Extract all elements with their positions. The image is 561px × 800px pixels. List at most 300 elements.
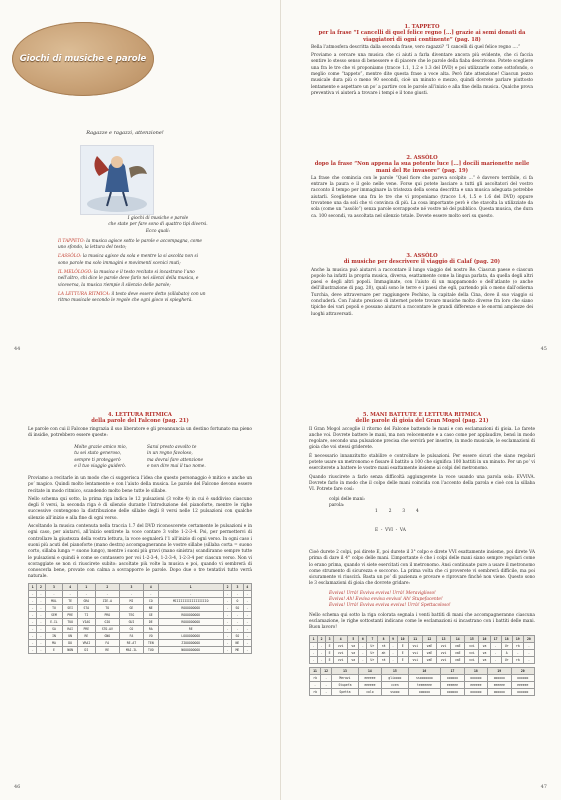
table-cell: - (359, 649, 367, 656)
section-subtitle: di musiche per descrivere il viaggio di Calaf (pag. 20) (343, 259, 501, 266)
table-cell: GRA (77, 597, 95, 604)
table-cell: 8 (378, 635, 389, 642)
illustration-figure-icon (81, 146, 153, 214)
table-cell: VIAG (77, 618, 95, 625)
table-cell: RE (158, 625, 223, 632)
table-cell: vaE (451, 649, 465, 656)
table-cell: va (348, 656, 359, 663)
table-cell: LOOOOOOOOO (158, 632, 223, 639)
table-cell: - (232, 625, 243, 632)
table-cell: 15 (465, 635, 479, 642)
table-cell: 3 (45, 583, 63, 590)
table-cell: rà (512, 656, 523, 663)
table-cell: vvi (437, 656, 451, 663)
table-cell: MI (119, 597, 143, 604)
table-cell: - (243, 646, 251, 653)
table-cell: RE-AT (119, 639, 143, 646)
table-cell: DI (77, 646, 95, 653)
table-cell: 12 (321, 667, 332, 674)
table-cell: - (389, 642, 397, 649)
table-cell: TE (63, 597, 78, 604)
table-cell: vvi (334, 656, 348, 663)
table-cell: TO (95, 604, 119, 611)
table-cell: ssooooooo (408, 674, 441, 681)
table-cell: - (158, 590, 223, 597)
table-cell: rà (378, 656, 389, 663)
table-cell: 2 (318, 635, 326, 642)
table-cell: STO-AV (95, 625, 119, 632)
page-number: 44 (14, 346, 21, 352)
table-row (310, 688, 535, 695)
paragraph: Proviamo a recitarle in un modo che ci suggerisca l’idea che questo personaggio è mitico e anche un po’ magico. Quindi molto lentamente e con l’aiuto della musica. Le parole del Falcone devono essere recitate in modo ritmico, scandendo molto bene tutte le sillabe. (28, 476, 252, 494)
table-cell: TEN (143, 639, 158, 646)
illustration (80, 145, 154, 215)
paragraph: Quando riuscirete a farlo senza difficoltà aggiungerete la voce usando una parola sola: EVVIVA. Dovrete farlo in modo che il colpo delle mani coincida con l’accento della parola e cioè con la sillaba VI. Potrete fare così: (309, 474, 535, 493)
table-cell: CO (143, 597, 158, 604)
bottom-spread (0, 400, 561, 800)
table-cell: 20 (523, 635, 534, 642)
table-cell: VO (143, 632, 158, 639)
table-cell: - (223, 646, 231, 653)
table-cell: colo (358, 688, 381, 695)
table-cell: MOL (45, 597, 63, 604)
table-cell: RAI (63, 625, 78, 632)
table-cell: va (479, 642, 490, 649)
table-cell: 14 (358, 667, 381, 674)
table-cell: - (29, 618, 37, 625)
paragraph: Ascoltando la musica contenuta nella traccia 1.7 del DVD riconoscerete certamente le pulsazioni e in ogni caso, per aiutarvi, all’inizio sentirete la voce contare 3 volte 1-2-3-4. Poi, per permettervi di controllare la giustezza della vostra lettura, la voce segnalerà l’1 all’inizio di ogni verso. In ogni caso i suoni più acuti del pianoforte (mano destra) accompagneranno le vostre sillabe (sillaba corta = suono corto, sillaba lunga = suono lungo), mentre i suoni più gravi (mano sinistra) scandiranno sempre tutte le pulsazioni e quindi è come se contassero per voi 1-2-3-4, 1-2-3-4, 1-2-3-4 per ciascun verso. Non vi scoraggiate se non ci riuscirete subito: ascoltate più volte la musica e poi, quando vi sembrerà di conoscerla bene, provate con calma a sovrapporre le parole. Dopo due o tre tentativi tutto verrà naturale. (28, 524, 252, 580)
table-row (29, 611, 252, 618)
table-cell: MA (45, 639, 63, 646)
table-cell: ROOOOOOOOO (158, 618, 223, 625)
table-cell: E (397, 642, 408, 649)
scheme-labels: colpi delle mani: parola: (329, 496, 366, 508)
table-cell: 19 (512, 635, 523, 642)
table-row (29, 646, 252, 653)
table-cell: va (348, 649, 359, 656)
table-cell: vvi (408, 656, 422, 663)
table-cell: - (243, 604, 251, 611)
table-cell: 19 (488, 667, 511, 674)
table-cell: 4 (143, 583, 158, 590)
table-cell: MAI-IL (119, 646, 143, 653)
table-cell: vvi (334, 642, 348, 649)
table-cell: GIO (95, 618, 119, 625)
table-cell: oooooo (488, 688, 511, 695)
table-cell: - (232, 611, 243, 618)
table-cell: - (223, 611, 231, 618)
table-cell: - (37, 618, 45, 625)
table-cell: O (232, 597, 243, 604)
table-cell: vvi (334, 649, 348, 656)
table-cell: - (232, 618, 243, 625)
table-cell: E (45, 646, 63, 653)
list-item: LA LETTURA RITMICA: il testo deve essere detto (sillabato) con un ritmo musicale secondo le regole che ogni gioco vi spiegherà. (58, 291, 206, 304)
section-subtitle: delle parole di gioia del Gran Mogol (pag. 21) (355, 418, 489, 425)
table-row (29, 632, 252, 639)
paragraph: Le parole con cui il Falcone ringrazia il suo liberatore e gli preannuncia un destino fortunato ma pieno di insidie, potrebbero essere queste: (28, 426, 252, 438)
table-cell: - (321, 688, 332, 695)
table-cell: 2 (223, 583, 231, 590)
table-cell: TUO (63, 618, 78, 625)
game-types-list (58, 239, 208, 305)
table-cell: - (29, 597, 37, 604)
table-cell: - (223, 597, 231, 604)
clap-scheme (329, 497, 535, 547)
table-cell: - (37, 646, 45, 653)
table-cell: - (223, 632, 231, 639)
table-cell: 3 (232, 583, 243, 590)
table-cell: ROOOOOOOOO (158, 604, 223, 611)
table-cell: - (321, 681, 332, 688)
table-cell: PRO (95, 611, 119, 618)
table-cell: 6 (359, 635, 367, 642)
section-2 (311, 155, 533, 222)
table-cell: 18 (501, 635, 512, 642)
table-cell: oooooo (441, 674, 464, 681)
table-cell: va (479, 656, 490, 663)
table-cell: 16 (479, 635, 490, 642)
table-cell: - (512, 649, 523, 656)
table-cell: oooooo (464, 674, 487, 681)
table-cell: - (37, 611, 45, 618)
table-cell: 15 (382, 667, 408, 674)
table-cell: RE (95, 646, 119, 653)
table-cell: 17 (441, 667, 464, 674)
table-cell: - (37, 590, 45, 597)
title-oval (12, 22, 154, 96)
table-cell: - (37, 639, 45, 646)
intro-line: I giochi di musiche e parole (127, 216, 189, 221)
table-cell: - (321, 674, 332, 681)
table-cell: ZIE-A (95, 597, 119, 604)
table-cell: SEI (63, 604, 78, 611)
table-cell: - (37, 625, 45, 632)
table-cell: TI (77, 611, 95, 618)
table-cell: oooooo (408, 688, 441, 695)
table-cell: rà (310, 674, 321, 681)
table-cell: GUI (119, 618, 143, 625)
clap-table-1 (309, 635, 535, 664)
table-cell: SO (232, 604, 243, 611)
table-cell: 13 (437, 635, 451, 642)
table-cell: - (523, 649, 534, 656)
table-row (310, 649, 535, 656)
table-cell: TUO (143, 646, 158, 653)
table-cell: 13 (332, 667, 358, 674)
table-row (29, 639, 252, 646)
greeting: Ragazze e ragazzi, attenzione! (86, 130, 164, 136)
list-item: Il TAPPETO: la musica agisce sotto le parole e accompagna, come uno sfondo, la lettura del testo; (58, 238, 202, 251)
table-row (310, 674, 535, 681)
table-cell: 20 (511, 667, 535, 674)
section-title: 4. LETTURA RITMICA (108, 412, 172, 418)
table-cell: vvi (437, 642, 451, 649)
table-cell: 11 (408, 635, 422, 642)
poem-left: Molte grazie amico mio, tu sei stato generoso, sempre ti proteggerò e il tuo viaggio guiderò. (74, 445, 127, 469)
table-row (29, 583, 252, 590)
table-cell: Ur (367, 649, 378, 656)
table-cell: - (37, 597, 45, 604)
table-cell: - (29, 639, 37, 646)
table-cell: - (490, 642, 501, 649)
oval-title: Giochi di musiche e parole (19, 54, 147, 64)
section-1 (311, 24, 533, 99)
page-number: 45 (540, 346, 547, 352)
falcon-poem (28, 445, 252, 470)
table-cell: PRE (77, 625, 95, 632)
table-cell: NE (232, 639, 243, 646)
table-cell: oooooo (511, 688, 535, 695)
table-cell: - (310, 656, 318, 663)
table-cell: 1 (29, 583, 37, 590)
table-row (310, 656, 535, 663)
table-cell: E (326, 649, 334, 656)
shouts: Evviva! Urrà! Evviva evviva! Urrà! Meraviglioso! Evviva! Ah! Evviva evviva evviva! Ah! Stupefacente! Evviva! Urrà! Evviva evviva evviva! Urrà! Spettacoloso! (329, 590, 451, 609)
table-cell: rà (310, 688, 321, 695)
table-cell: - (359, 656, 367, 663)
table-cell: - (310, 642, 318, 649)
section-title: 3. ASSÒLO (406, 253, 438, 259)
table-cell: - (243, 632, 251, 639)
table-cell: - (243, 611, 251, 618)
page-45 (281, 0, 561, 400)
page-47 (281, 400, 561, 800)
intro-line: che state per fare sono di quattro tipi diversi. (108, 222, 208, 228)
table-cell: FA (95, 639, 119, 646)
table-cell: FA (119, 632, 143, 639)
list-item: L’ASSÒLO: la musica agisce da sola e mentre la si ascolta non si sono parole ma solo immagini e movimenti scenici muti; (58, 254, 198, 266)
table-cell: Ur (501, 656, 512, 663)
section-title: 2. ASSÒLO (406, 155, 438, 161)
table-cell: vaE (422, 656, 436, 663)
table-cell: NOOOOOOOOO (158, 646, 223, 653)
table-cell: ah (378, 649, 389, 656)
table-cell: eeeeee (441, 681, 464, 688)
table-cell: 17 (490, 635, 501, 642)
table-cell: - (37, 632, 45, 639)
table-cell: ROOOOOOOOO (158, 611, 223, 618)
table-cell: - (29, 604, 37, 611)
table-cell: GE (119, 604, 143, 611)
section-3 (311, 253, 533, 320)
table-cell: - (243, 597, 251, 604)
table-cell: Ur (367, 642, 378, 649)
table-cell: - (29, 625, 37, 632)
table-cell: oooooo (511, 674, 535, 681)
table-cell: vvi (465, 656, 479, 663)
table-cell: NE (143, 604, 158, 611)
table-cell: - (143, 590, 158, 597)
table-cell: - (310, 681, 321, 688)
table-cell: vaE (451, 656, 465, 663)
table-cell: - (223, 639, 231, 646)
table-cell: - (223, 604, 231, 611)
table-cell: E-IL (45, 618, 63, 625)
table-cell: UN (63, 632, 78, 639)
table-cell: 12 (422, 635, 436, 642)
table-cell: teeeeeee (408, 681, 441, 688)
section-title: 1. TAPPETO (404, 24, 440, 30)
table-cell: - (223, 618, 231, 625)
paragraph: È necessario innanzitutto stabilire e controllare le pulsazioni. Per essere sicuri che siano regolari potete usare un metronomo e fissare il battito a 100 che significa 100 battiti in un minuto. Per un po’ vi eserciterete a battere le vostre mani esattamente insieme ai colpi del metronomo. (309, 453, 535, 472)
table-cell: RA (143, 625, 158, 632)
table-cell: Meravi (332, 674, 358, 681)
table-cell: 4 (334, 635, 348, 642)
paragraph: Proviamo a cercare una musica che ci aiuti a farla diventare ancora più evidente, che ci faccia sentire lo stesso senso di benessere e di piacere che le parole della fiaba descrivono. Potete scegliere una fra le tre che vi proponiamo (tracce 1.1, 1.2 e 1.3 del DVD) e poi utilizzarle come sottofondo, o meglio come “tappeto”, mentre dite questa frase a voce alta. Però fate attenzione! Ciascun pezzo musicale dura più o meno 90 secondi, cioè un minuto e mezzo, quindi dovrete parlare piuttosto lentamente e aspettare un po’ a partire con le parole all’inizio e alla fine della musica. Qualche prova preventiva vi aiuterà a trovare i tempi e il tono giusti. (311, 53, 533, 96)
list-item: IL MELÒLOGO: la musica e il testo recitato si incastrano l’uno nell’altro, chi dice le parole deve farlo nei silenzi della musica, e viceversa, la musica riempie il silenzio delle parole; (58, 270, 199, 288)
section-subtitle: per la frase “I cancelli di quel felice regno [...] grazie ai semi donati da viaggiatori di ogni continente” (pag. 18) (318, 30, 526, 43)
table-cell: eeeeee (488, 681, 511, 688)
table-cell: vvi (437, 649, 451, 656)
table-cell: 14 (451, 635, 465, 642)
table-cell: MIIIIIIIIIIIIIIIIIO (158, 597, 223, 604)
table-cell: Stupefa (332, 681, 358, 688)
table-cell: - (243, 639, 251, 646)
table-cell: TEG (119, 611, 143, 618)
table-cell: E (326, 656, 334, 663)
table-cell: - (119, 590, 143, 597)
table-cell: Spetta (332, 688, 358, 695)
table-cell: GNO (95, 632, 119, 639)
table-cell: - (37, 604, 45, 611)
table-cell: - (29, 632, 37, 639)
table-cell: - (359, 642, 367, 649)
table-cell: - (29, 590, 37, 597)
table-cell: Ur (501, 642, 512, 649)
rhythm-table (28, 583, 252, 654)
table-cell: 10 (397, 635, 408, 642)
paragraph: La frase che comincia con le parole “Quel fiore che pareva scolpito …” è davvero terribile, ci fa entrare la paura e il gelo nelle vene. Forse qui potete lasciare a tutti gli ascoltatori del vostro racconto il tempo per immaginare la tristezza della scena descritta e una musica adeguata potrebbe aiutarli. Sceglietene una fra le tre che vi proponiamo (tracce 1.4, 1.5 e 1.6 del DVD) oppure trovatene una da soli che vi convinca di più. La cosa importante però è che stavolta la utilizziate da sola (come un “assòlo”) senza parole sovrapposte né vostre né del pubblico. Questa musica, che dura ca. 100 secondi, va ascoltata nel silenzio totale. Dovete essere molto seri su questo. (311, 175, 533, 219)
section-5 (309, 412, 535, 696)
table-cell: SO (232, 632, 243, 639)
table-cell: ME (232, 646, 243, 653)
paragraph: Il Gran Mogol accoglie il ritorno del Falcone battendo le mani e con esclamazioni di gioia. Lo farete anche voi. Dovrete battere le mani, ma non velocemente e a caso come per applaudire, bensì in modo regolare, secondo una pulsazione precisa che servirà per inserire, in modo musicale, le esclamazioni di gioia che voi stessi griderete. (309, 426, 535, 451)
section-subtitle: della parole del Falcone (pag. 21) (91, 418, 189, 425)
table-cell: DO (63, 639, 78, 646)
table-cell: 3 (119, 583, 143, 590)
intro-line: Ecco quali: (145, 228, 171, 234)
table-cell: - (318, 649, 326, 656)
table-cell: 2 (37, 583, 45, 590)
table-row (310, 635, 535, 642)
table-row (29, 625, 252, 632)
table-cell: vvi (408, 649, 422, 656)
table-cell: SA (45, 625, 63, 632)
table-cell: oooooo (441, 688, 464, 695)
table-cell: eeeeee (464, 681, 487, 688)
paragraph: Bella l’atmosfera descritta dalla seconda frase, vero ragazzi? “I cancelli di quel felice regno ….” (311, 44, 521, 50)
table-cell: - (490, 656, 501, 663)
table-cell: - (389, 656, 397, 663)
table-cell: 18 (464, 667, 487, 674)
page-46 (0, 400, 281, 800)
table-cell: - (243, 618, 251, 625)
table-cell: VRAI (77, 639, 95, 646)
table-cell: SEM (45, 611, 63, 618)
table-cell: - (29, 646, 37, 653)
page-44 (0, 0, 281, 400)
table-cell: eeeeee (511, 681, 535, 688)
table-cell: 1 (158, 583, 223, 590)
section-subtitle: dopo la frase “Non appena la sua potente luce [...] docili marionette nelle mani del Re invasore” (pag. 19) (314, 161, 530, 174)
table-row (310, 642, 535, 649)
table-cell: - (45, 590, 63, 597)
table-cell: - (63, 590, 78, 597)
intro-block (58, 216, 218, 305)
table-row (29, 590, 252, 597)
table-cell: - (310, 649, 318, 656)
table-cell: DE (143, 618, 158, 625)
table-cell: - (490, 649, 501, 656)
table-cell: 1 (77, 583, 95, 590)
table-cell: oooooo (488, 674, 511, 681)
table-cell: eeeeee (358, 681, 381, 688)
table-cell: glioooo (382, 674, 408, 681)
table-cell: - (232, 590, 243, 597)
table-cell: vaE (451, 642, 465, 649)
table-row (29, 597, 252, 604)
table-cell: - (223, 590, 231, 597)
table-cell: ccen (382, 681, 408, 688)
table-cell: - (243, 590, 251, 597)
section-title: 5. MANI BATTUTE E LETTURA RITMICA (362, 412, 482, 418)
clap-table-2 (309, 667, 535, 696)
table-cell: 2 (95, 583, 119, 590)
table-cell: - (243, 625, 251, 632)
table-cell: - (77, 590, 95, 597)
table-cell: vvi (408, 642, 422, 649)
paragraph: Nello schema qui sotto la riga colorata segnala i venti battiti di mani che accompagneranno ciascuna esclamazione, le righe sottostanti indicano come le esclamazioni si incastrano con i battiti delle mani. Buon lavoro! (309, 612, 535, 631)
table-row (29, 604, 252, 611)
table-cell: TU (45, 604, 63, 611)
table-cell: - (95, 590, 119, 597)
table-cell: - (318, 642, 326, 649)
table-cell: 5 (348, 635, 359, 642)
scheme-values: 1 2 3 4 E - VVI - VA (375, 509, 419, 534)
table-cell: oooooo (464, 688, 487, 695)
section-4 (28, 412, 252, 654)
table-cell: RE (77, 632, 95, 639)
table-cell: 4 (243, 583, 251, 590)
table-cell: E (397, 649, 408, 656)
table-row (310, 681, 535, 688)
table-cell: ZIOOOOOOOO (158, 639, 223, 646)
table-cell: - (318, 656, 326, 663)
table-cell: va (348, 642, 359, 649)
table-cell: 7 (367, 635, 378, 642)
table-cell: rà (378, 642, 389, 649)
table-cell: eeeeee (358, 674, 381, 681)
table-cell: - (389, 649, 397, 656)
table-cell: - (223, 625, 231, 632)
table-cell: NON (63, 646, 78, 653)
table-cell: - (29, 611, 37, 618)
table-cell: 16 (408, 667, 441, 674)
table-cell: 3 (326, 635, 334, 642)
table-cell: rà (512, 642, 523, 649)
table-cell: va (479, 649, 490, 656)
table-cell: - (523, 642, 534, 649)
table-cell: - (523, 656, 534, 663)
table-cell: CO (119, 625, 143, 632)
paragraph: Anche la musica può aiutarvi a raccontare il lungo viaggio del nostro Re. Ciascun paese e ciascun popolo ha infatti la propria musica, diversa, esattamente come la lingua parlata, da quella degli altri paesi e degli altri popoli. Immaginate, con l’aiuto di un mappamondo o dell’atlante (o anche dell’illustrazione di pag. 20), quali sono le terre e i paesi che egli, partendo più o meno dall’odierna Turchia, deve attraversare per raggiungere Pechino, la capitale della Cina, dove il suo viaggio si concluderà. Con l’aiuto prezioso di internet potete trovare musiche molto diverse fra loro che siano tipiche dei vari popoli e possano aiutarvi a raccontare le grandi differenze e le enormi ampiezze dei luoghi attraversati. (311, 267, 533, 317)
table-cell: E (326, 642, 334, 649)
table-row (310, 667, 535, 674)
table-cell: vvi (465, 649, 479, 656)
table-row (29, 618, 252, 625)
table-cell: vaE (422, 649, 436, 656)
